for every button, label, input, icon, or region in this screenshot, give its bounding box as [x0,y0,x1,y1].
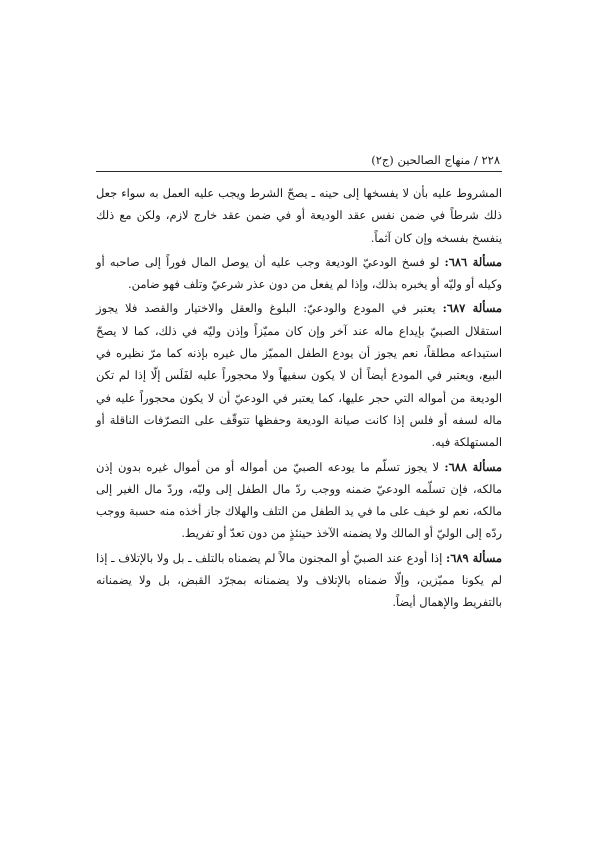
paragraph-text: لا يجوز تسلّم ما يودعه الصبيّ من أمواله أو من أموال غيره بدون إذن مالكه، فإن تسلّمه الودعيّ ضمنه ووجب ردّ مال الطفل إلى وليّه، وردّ مال الغير إلى مالكه، نعم لو خيف على ما في يد الطفل من التلف والهلاك جاز أخذه منه حسبة ووجب ردّه إلى الوليّ أو المالك ولا يضمنه الآخذ حينئذٍ من دون تعدّ أو تفريط. [96,459,502,541]
book-title: منهاج الصالحين (ج٢) [371,153,471,167]
issue-heading: مسألة ٦٨٨: [444,459,502,474]
paragraph-text: المشروط عليه بأن لا يفسخها إلى حينه ـ يصحّ الشرط ويجب عليه العمل به سواء جعل ذلك شرطاً في ضمن نفس عقد الوديعة أو في ضمن عقد خارج لازم، ولكن مع ذلك ينفسخ بفسخه وإن كان آثماً. [96,186,502,245]
paragraph-issue-686 [96,251,502,296]
paragraph-issue-689 [96,547,502,614]
running-header [90,152,500,168]
body-text [96,182,502,616]
paragraph-issue-688 [96,456,502,545]
paragraph-text: لو فسخ الودعيّ الوديعة وجب عليه أن يوصل المال فوراً إلى صاحبه أو وكيله أو وليّه أو يخبره بذلك، وإذا لم يفعل من دون عذر شرعيّ وتلف فهو ضامن. [96,254,502,292]
page-number: ٢٢٨ [481,153,500,167]
paragraph-issue-687 [96,297,502,453]
issue-heading: مسألة ٦٨٩: [446,550,502,565]
paragraph-text: إذا أودع عند الصبيّ أو المجنون مالاً لم يضمناه بالتلف ـ بل ولا بالإتلاف ـ إذا لم يكونا مميّزين، وإلّا ضمناه بالإتلاف ولا يضمنانه بمجرّد القبض، بل ولا يضمنانه بالتفريط والإهمال أيضاً. [96,550,502,610]
paragraph-text: يعتبر في المودع والودعيّ: البلوغ والعقل والاختيار والقصد فلا يجوز استقلال الصبيّ بإيداع ماله عند آخر وإن كان مميّزاً وإذن وليّه في ذلك، كما لا يصحّ استيداعه مطلقاً، نعم يجوز أن يودع الطفل المميّز مال غيره بإذنه كما مرّ نظيره في البيع، ويعتبر في المودع أيضاً أن لا يكون سفيهاً ولا محجوراً عليه لفَلَس إلّا إذا لم تكن الوديعة من أمواله التي حجر عليها، كما يعتبر في الودعيّ أن لا يكون محجوراً عليه في ماله لسفه أو فلس إذا كانت صيانة الوديعة وحفظها تتوقّف على التصرّفات الناقلة أو المستهلكة فيه. [96,301,502,450]
issue-heading: مسألة ٦٨٦: [444,254,502,269]
header-separator: / [470,153,482,167]
header-divider [96,171,502,172]
issue-heading: مسألة ٦٨٧: [442,301,502,316]
paragraph-continuation [96,182,502,249]
